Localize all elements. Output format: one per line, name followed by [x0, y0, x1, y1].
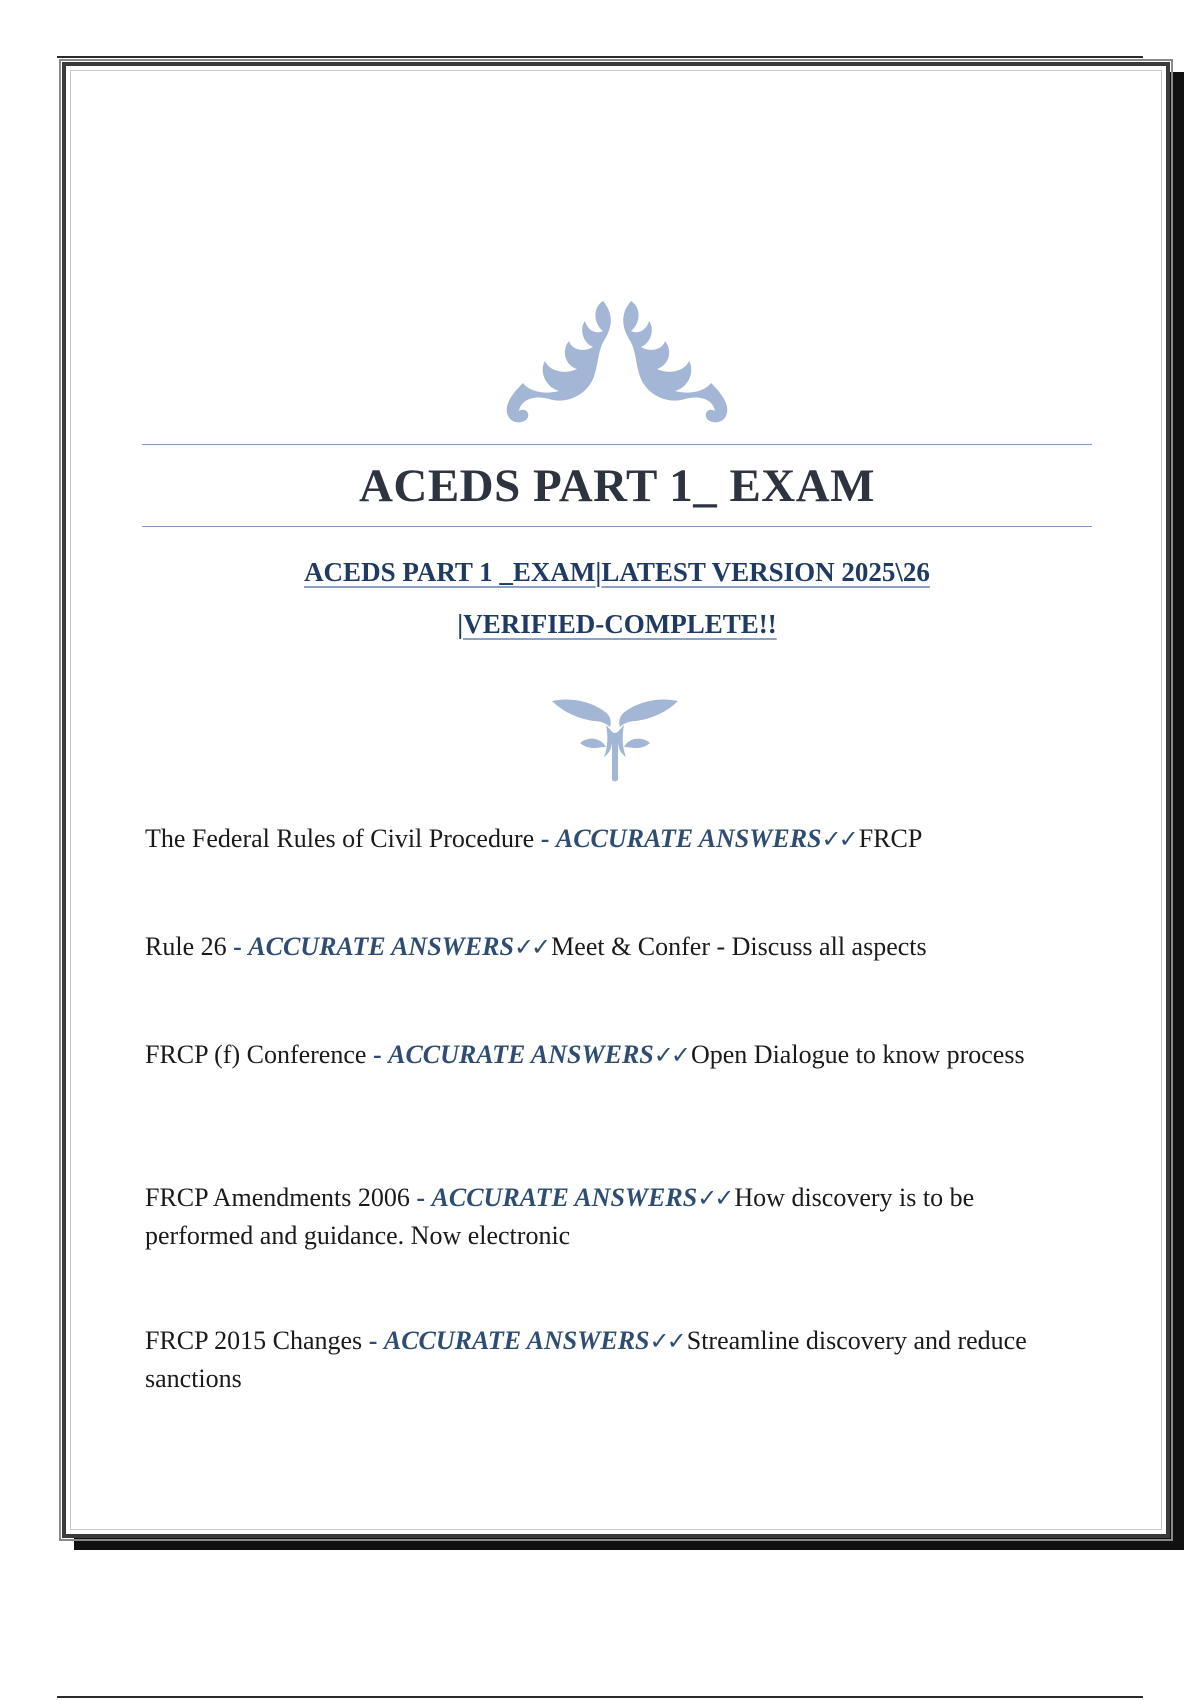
qa-separator: -: [534, 824, 556, 853]
qa-marker: ACCURATE ANSWERS: [248, 932, 514, 961]
qa-marker: ACCURATE ANSWERS: [388, 1040, 654, 1069]
qa-question: FRCP 2015 Changes: [145, 1326, 363, 1355]
qa-item: [145, 820, 1085, 858]
qa-item: [145, 928, 1085, 966]
qa-question: FRCP Amendments 2006: [145, 1183, 410, 1212]
qa-separator: -: [362, 1326, 384, 1355]
page-top-rule: [57, 56, 1143, 58]
double-check-icon: ✓✓: [653, 1041, 688, 1069]
qa-item: [145, 1036, 1085, 1074]
qa-marker: ACCURATE ANSWERS: [555, 824, 822, 853]
qa-item: [145, 1179, 1085, 1254]
title-rule-lower: [142, 526, 1092, 527]
frame-inner-edge: [70, 70, 1162, 1530]
cover-frame: [62, 62, 1170, 1538]
qa-marker: ACCURATE ANSWERS: [431, 1183, 698, 1212]
qa-separator: -: [409, 1183, 432, 1212]
page-bottom-rule: [57, 1696, 1143, 1698]
qa-question: Rule 26: [145, 932, 227, 961]
subtitle-line-1: ACEDS PART 1 _EXAM|LATEST VERSION 2025\26: [304, 557, 930, 587]
qa-answer: How discovery is to be performed and guidance. Now electronic: [145, 1183, 975, 1250]
double-check-icon: ✓✓: [821, 825, 856, 853]
subtitle-line-2: |VERIFIED-COMPLETE!!: [457, 609, 777, 639]
document-title: ACEDS PART 1_ EXAM: [358, 460, 876, 512]
qa-marker: ACCURATE ANSWERS: [383, 1326, 650, 1355]
double-check-icon: ✓✓: [649, 1327, 684, 1355]
qa-item: [145, 1322, 1085, 1397]
qa-question: FRCP (f) Conference: [145, 1040, 367, 1069]
floral-ornament-icon: [499, 295, 735, 425]
qa-separator: -: [226, 932, 249, 961]
qa-question: The Federal Rules of Civil Procedure: [145, 824, 535, 853]
double-check-icon: ✓✓: [513, 933, 549, 961]
qa-answer: Streamline discovery and reduce sanctions: [145, 1326, 1027, 1393]
qa-answer: Meet & Confer - Discuss all aspects: [551, 932, 927, 961]
double-check-icon: ✓✓: [697, 1184, 732, 1212]
document-subtitle: [142, 546, 1092, 650]
qa-separator: -: [366, 1040, 389, 1069]
qa-answer: Open Dialogue to know process: [690, 1040, 1025, 1069]
fleuron-divider-icon: [550, 695, 680, 783]
title-rule-upper: [142, 444, 1092, 445]
qa-answer: FRCP: [858, 824, 923, 853]
